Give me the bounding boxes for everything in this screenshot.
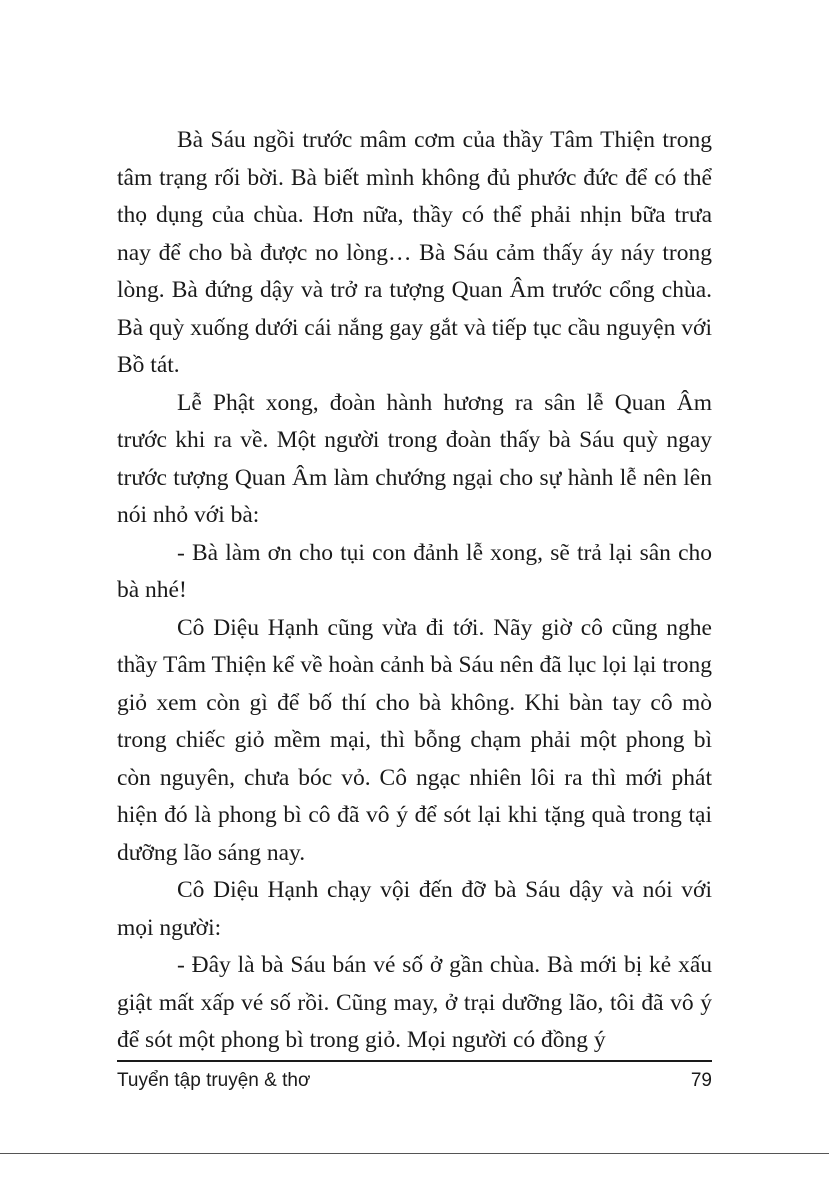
body-text — [117, 122, 712, 1060]
paragraph: - Đây là bà Sáu bán vé số ở gần chùa. Bà mới bị kẻ xấu giật mất xấp vé số rồi. Cũng may, ở trại dưỡng lão, tôi đã vô ý để sót một phong bì trong giỏ. Mọi người có đồng ý — [117, 952, 712, 1053]
paragraph: Cô Diệu Hạnh chạy vội đến đỡ bà Sáu dậy và nói với mọi người: — [117, 877, 712, 941]
page-bottom-edge — [0, 1153, 829, 1154]
paragraph: Cô Diệu Hạnh cũng vừa đi tới. Nãy giờ cô cũng nghe thầy Tâm Thiện kể về hoàn cảnh bà Sáu nên đã lục lọi lại trong giỏ xem còn gì để bố thí cho bà không. Khi bàn tay cô mò trong chiếc giỏ mềm mại, thì bỗng chạm phải một phong bì còn nguyên, chưa bóc vỏ. Cô ngạc nhiên lôi ra thì mới phát hiện đó là phong bì cô đã vô ý để sót lại khi tặng quà trong tại dưỡng lão sáng nay. — [117, 614, 712, 866]
page-number: 79 — [690, 1070, 712, 1091]
footer-rule — [117, 1060, 712, 1062]
footer-book-title: Tuyển tập truyện & thơ — [117, 1070, 311, 1091]
paragraph: Bà Sáu ngồi trước mâm cơm của thầy Tâm Thiện trong tâm trạng rối bời. Bà biết mình không đủ phước đức để có thể thọ dụng của chùa. Hơn nữa, thầy có thể phải nhịn bữa trưa nay để cho bà được no lòng… Bà Sáu cảm thấy áy náy trong lòng. Bà đứng dậy và trở ra tượng Quan Âm trước cổng chùa. Bà quỳ xuống dưới cái nắng gay gắt và tiếp tục cầu nguyện với Bồ tát. — [117, 127, 712, 378]
paragraph: Lễ Phật xong, đoàn hành hương ra sân lễ Quan Âm trước khi ra về. Một người trong đoàn thấy bà Sáu quỳ ngay trước tượng Quan Âm làm chướng ngại cho sự hành lễ nên lên nói nhỏ với bà: — [117, 389, 712, 528]
paragraph: - Bà làm ơn cho tụi con đảnh lễ xong, sẽ trả lại sân cho bà nhé! — [117, 539, 712, 603]
